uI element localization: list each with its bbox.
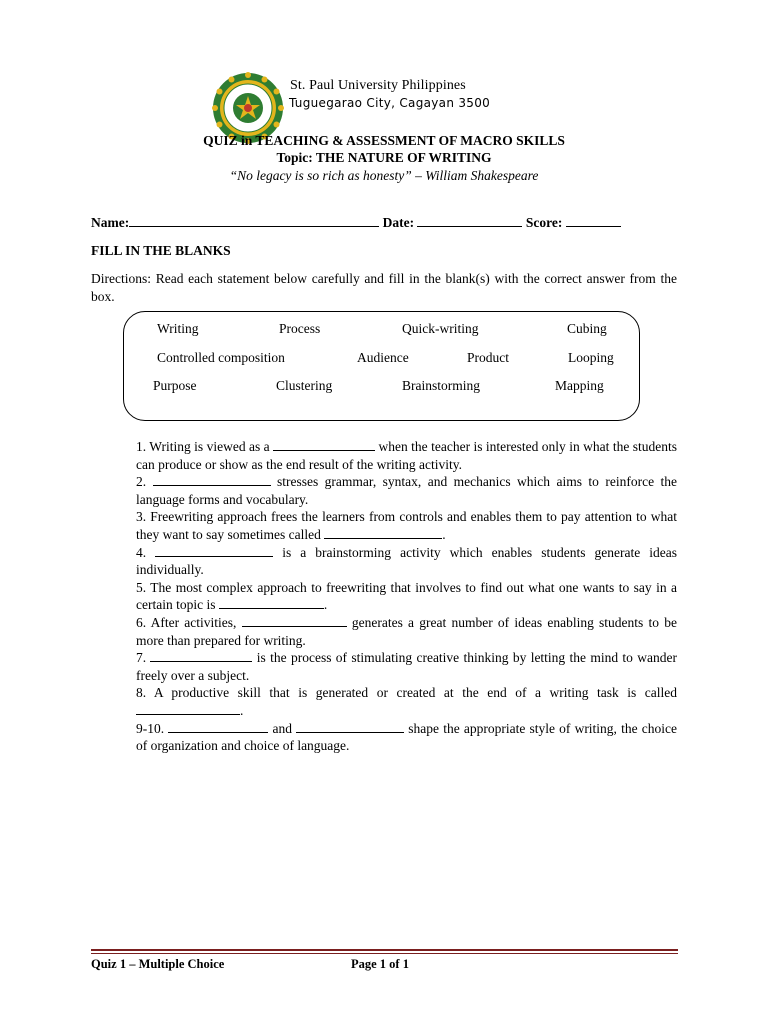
question-text: stresses grammar, syntax, and mechanics which aims to reinforce the language forms and vocabulary. — [136, 474, 677, 507]
answer-blank[interactable] — [219, 596, 324, 609]
question-text: when the teacher is interested only in what the students can produce or show as the end result of the writing activity. — [136, 439, 677, 472]
word-bank-item: Writing — [157, 321, 199, 336]
question-text: 3. Freewriting approach frees the learners from controls and enables them to pay attention to what they want to say sometimes called — [136, 509, 677, 542]
answer-blank[interactable] — [136, 702, 240, 715]
word-bank-item: Controlled composition — [157, 350, 285, 365]
question-text: and — [268, 720, 297, 736]
directions: Directions: Read each statement below carefully and fill in the blank(s) with the correct answer from the box. — [91, 271, 677, 304]
answer-blank[interactable] — [155, 544, 273, 557]
question-text: 6. After activities, — [136, 614, 242, 630]
answer-blank[interactable] — [153, 473, 271, 486]
section-title: FILL IN THE BLANKS — [91, 243, 231, 258]
question-8 — [136, 684, 677, 719]
question-text: 1. Writing is viewed as a — [136, 439, 274, 454]
footer-rule-thin — [91, 953, 678, 954]
score-label: Score: — [525, 215, 563, 230]
quiz-topic: Topic: THE NATURE OF WRITING — [276, 150, 492, 165]
answer-blank[interactable] — [296, 720, 404, 733]
question-5 — [136, 579, 677, 614]
question-7 — [136, 649, 677, 684]
word-bank-item: Looping — [568, 350, 614, 365]
student-info-row — [91, 214, 621, 231]
question-text: . — [323, 597, 328, 613]
question-3 — [136, 508, 677, 543]
word-bank-item: Quick-writing — [402, 321, 479, 336]
name-field[interactable] — [129, 214, 379, 227]
quote: “No legacy is so rich as honesty” – William Shakespeare — [229, 168, 539, 183]
question-text: is a brainstorming activity which enables students generate ideas individually. — [136, 544, 677, 578]
question-2 — [136, 473, 677, 508]
word-bank-item: Cubing — [567, 321, 607, 336]
word-bank-item: Mapping — [555, 378, 604, 393]
word-bank-item: Purpose — [153, 378, 197, 393]
word-bank-box — [123, 311, 640, 421]
question-6 — [136, 614, 677, 649]
university-address: Tuguegarao City, Cagayan 3500 — [289, 96, 491, 110]
answer-blank[interactable] — [168, 720, 268, 733]
answer-blank[interactable] — [273, 438, 375, 451]
word-bank-item: Process — [279, 321, 321, 336]
question-1 — [136, 438, 677, 473]
date-field[interactable] — [417, 214, 522, 227]
word-bank-item: Product — [467, 350, 509, 365]
question-list — [136, 438, 677, 755]
question-text: . — [240, 702, 244, 718]
score-field[interactable] — [566, 214, 621, 227]
question-text: 2. — [136, 474, 153, 490]
date-label: Date: — [382, 215, 415, 230]
question-text: 8. A productive skill that is generated or created at the end of a writing task is called — [136, 685, 677, 701]
question-text: 9-10. — [136, 720, 169, 736]
question-text: generates a great number of ideas enabling students to be more than prepared for writing. — [136, 614, 677, 648]
word-bank-item: Clustering — [276, 378, 333, 393]
question-text: 5. The most complex approach to freewriting that involves to find out what one wants to say in a certain topic is — [136, 579, 677, 613]
university-name: St. Paul University Philippines — [290, 78, 466, 93]
name-label: Name: — [91, 215, 130, 230]
answer-blank[interactable] — [324, 526, 442, 539]
question-text: shape the appropriate style of writing, the choice of organization and choice of language. — [136, 720, 677, 754]
question-text: 7. — [136, 650, 151, 666]
answer-blank[interactable] — [150, 649, 252, 662]
question-text: 4. — [136, 544, 156, 560]
footer-quiz-label: Quiz 1 – Multiple Choice — [91, 957, 225, 971]
question-4 — [136, 544, 677, 579]
quiz-title: QUIZ in TEACHING & ASSESSMENT OF MACRO SKILLS — [203, 133, 565, 148]
question-text: . — [442, 526, 446, 542]
question-9-10 — [136, 720, 677, 755]
question-text: is the process of stimulating creative thinking by letting the mind to wander freely over a subject. — [136, 650, 678, 683]
word-bank-item: Audience — [357, 350, 409, 365]
answer-blank[interactable] — [242, 614, 347, 627]
word-bank-item: Brainstorming — [402, 378, 480, 393]
footer-page-number: Page 1 of 1 — [351, 957, 409, 971]
footer-rule — [91, 949, 678, 951]
